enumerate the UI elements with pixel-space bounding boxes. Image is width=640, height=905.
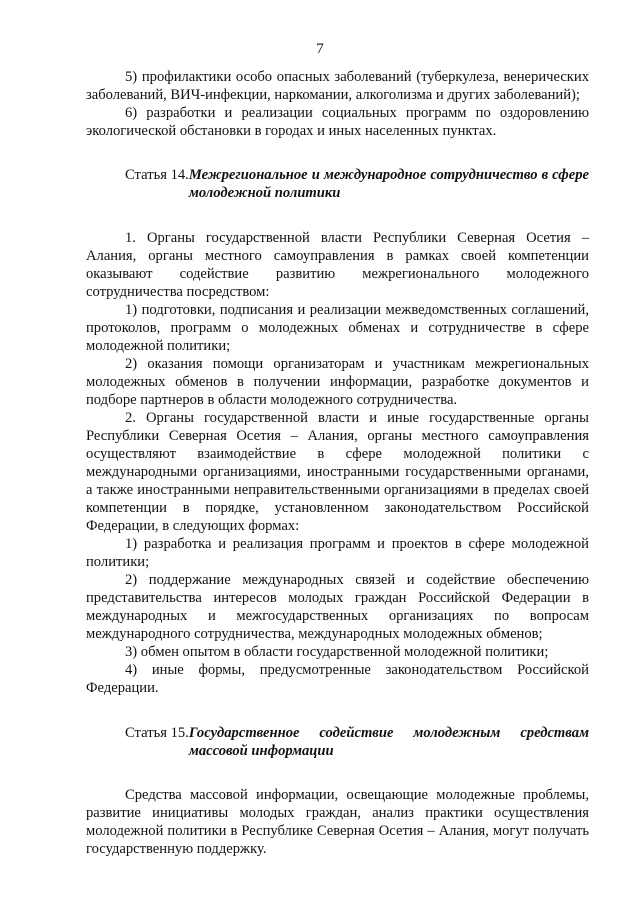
article-14-paragraph: 4) иные формы, предусмотренные законодательством Российской Федерации. — [86, 662, 589, 696]
article-14-paragraph: 1) подготовки, подписания и реализации межведомственных соглашений, протоколов, программ о молодежных обменах и сотрудничестве в сфере молодежной политики; — [86, 302, 589, 354]
article-14-paragraph: 3) обмен опытом в области государственной молодежной политики; — [125, 644, 549, 660]
article-15-title: Государственное содействие молодежным средствам массовой информации — [188, 725, 589, 759]
article-15-paragraph: Средства массовой информации, освещающие молодежные проблемы, развитие инициативы молодых граждан, анализ практики осуществления молодежной политики в Республике Северная Осетия – Алания, могут получать государственную поддержку. — [86, 787, 589, 857]
article-14-heading — [86, 166, 589, 202]
article-14-paragraph: 2) оказания помощи организаторам и участникам межрегиональных молодежных обменов в получении информации, разработке документов и подборе партнеров в области молодежного сотрудничества. — [86, 356, 589, 408]
list-item: 5) профилактики особо опасных заболеваний (туберкулеза, венерических заболеваний, ВИЧ-инфекции, наркомании, алкоголизма и других заболеваний); — [86, 69, 589, 103]
article-14-title: Межрегиональное и международное сотрудничество в сфере молодежной политики — [188, 167, 589, 201]
article-14-paragraph: 1) разработка и реализация программ и проектов в сфере молодежной политики; — [86, 536, 589, 570]
document-body — [86, 68, 589, 858]
article-15-number: Статья 15. — [125, 725, 189, 741]
list-item: 6) разработки и реализации социальных программ по оздоровлению экологической обстановки в городах и иных населенных пунктах. — [86, 105, 589, 139]
article-14-paragraph: 2. Органы государственной власти и иные государственные органы Республики Северная Осетия – Алания, органы местного самоуправления осуществляют взаимодействие в сфере молодежной политики с международными организациями, иностранными государственными органами, а также иностранными неправительственными организациями в пределах своей компетенции в порядке, установленном законодательством Российской Федерации, в следующих формах: — [86, 410, 589, 534]
article-14-number: Статья 14. — [125, 167, 189, 183]
article-14-paragraph: 1. Органы государственной власти Республики Северная Осетия – Алания, органы местного самоуправления в рамках своей компетенции оказывают содействие развитию межрегионального молодежного сотрудничества посредством: — [86, 230, 589, 300]
article-14-paragraph: 2) поддержание международных связей и содействие обеспечению представительства интересов молодых граждан Российской Федерации в международных и межгосударственных организациях по вопросам международного сотрудничества, международных молодежных обменов; — [86, 572, 589, 642]
article-15-heading — [86, 724, 589, 760]
page-number: 7 — [316, 41, 324, 57]
